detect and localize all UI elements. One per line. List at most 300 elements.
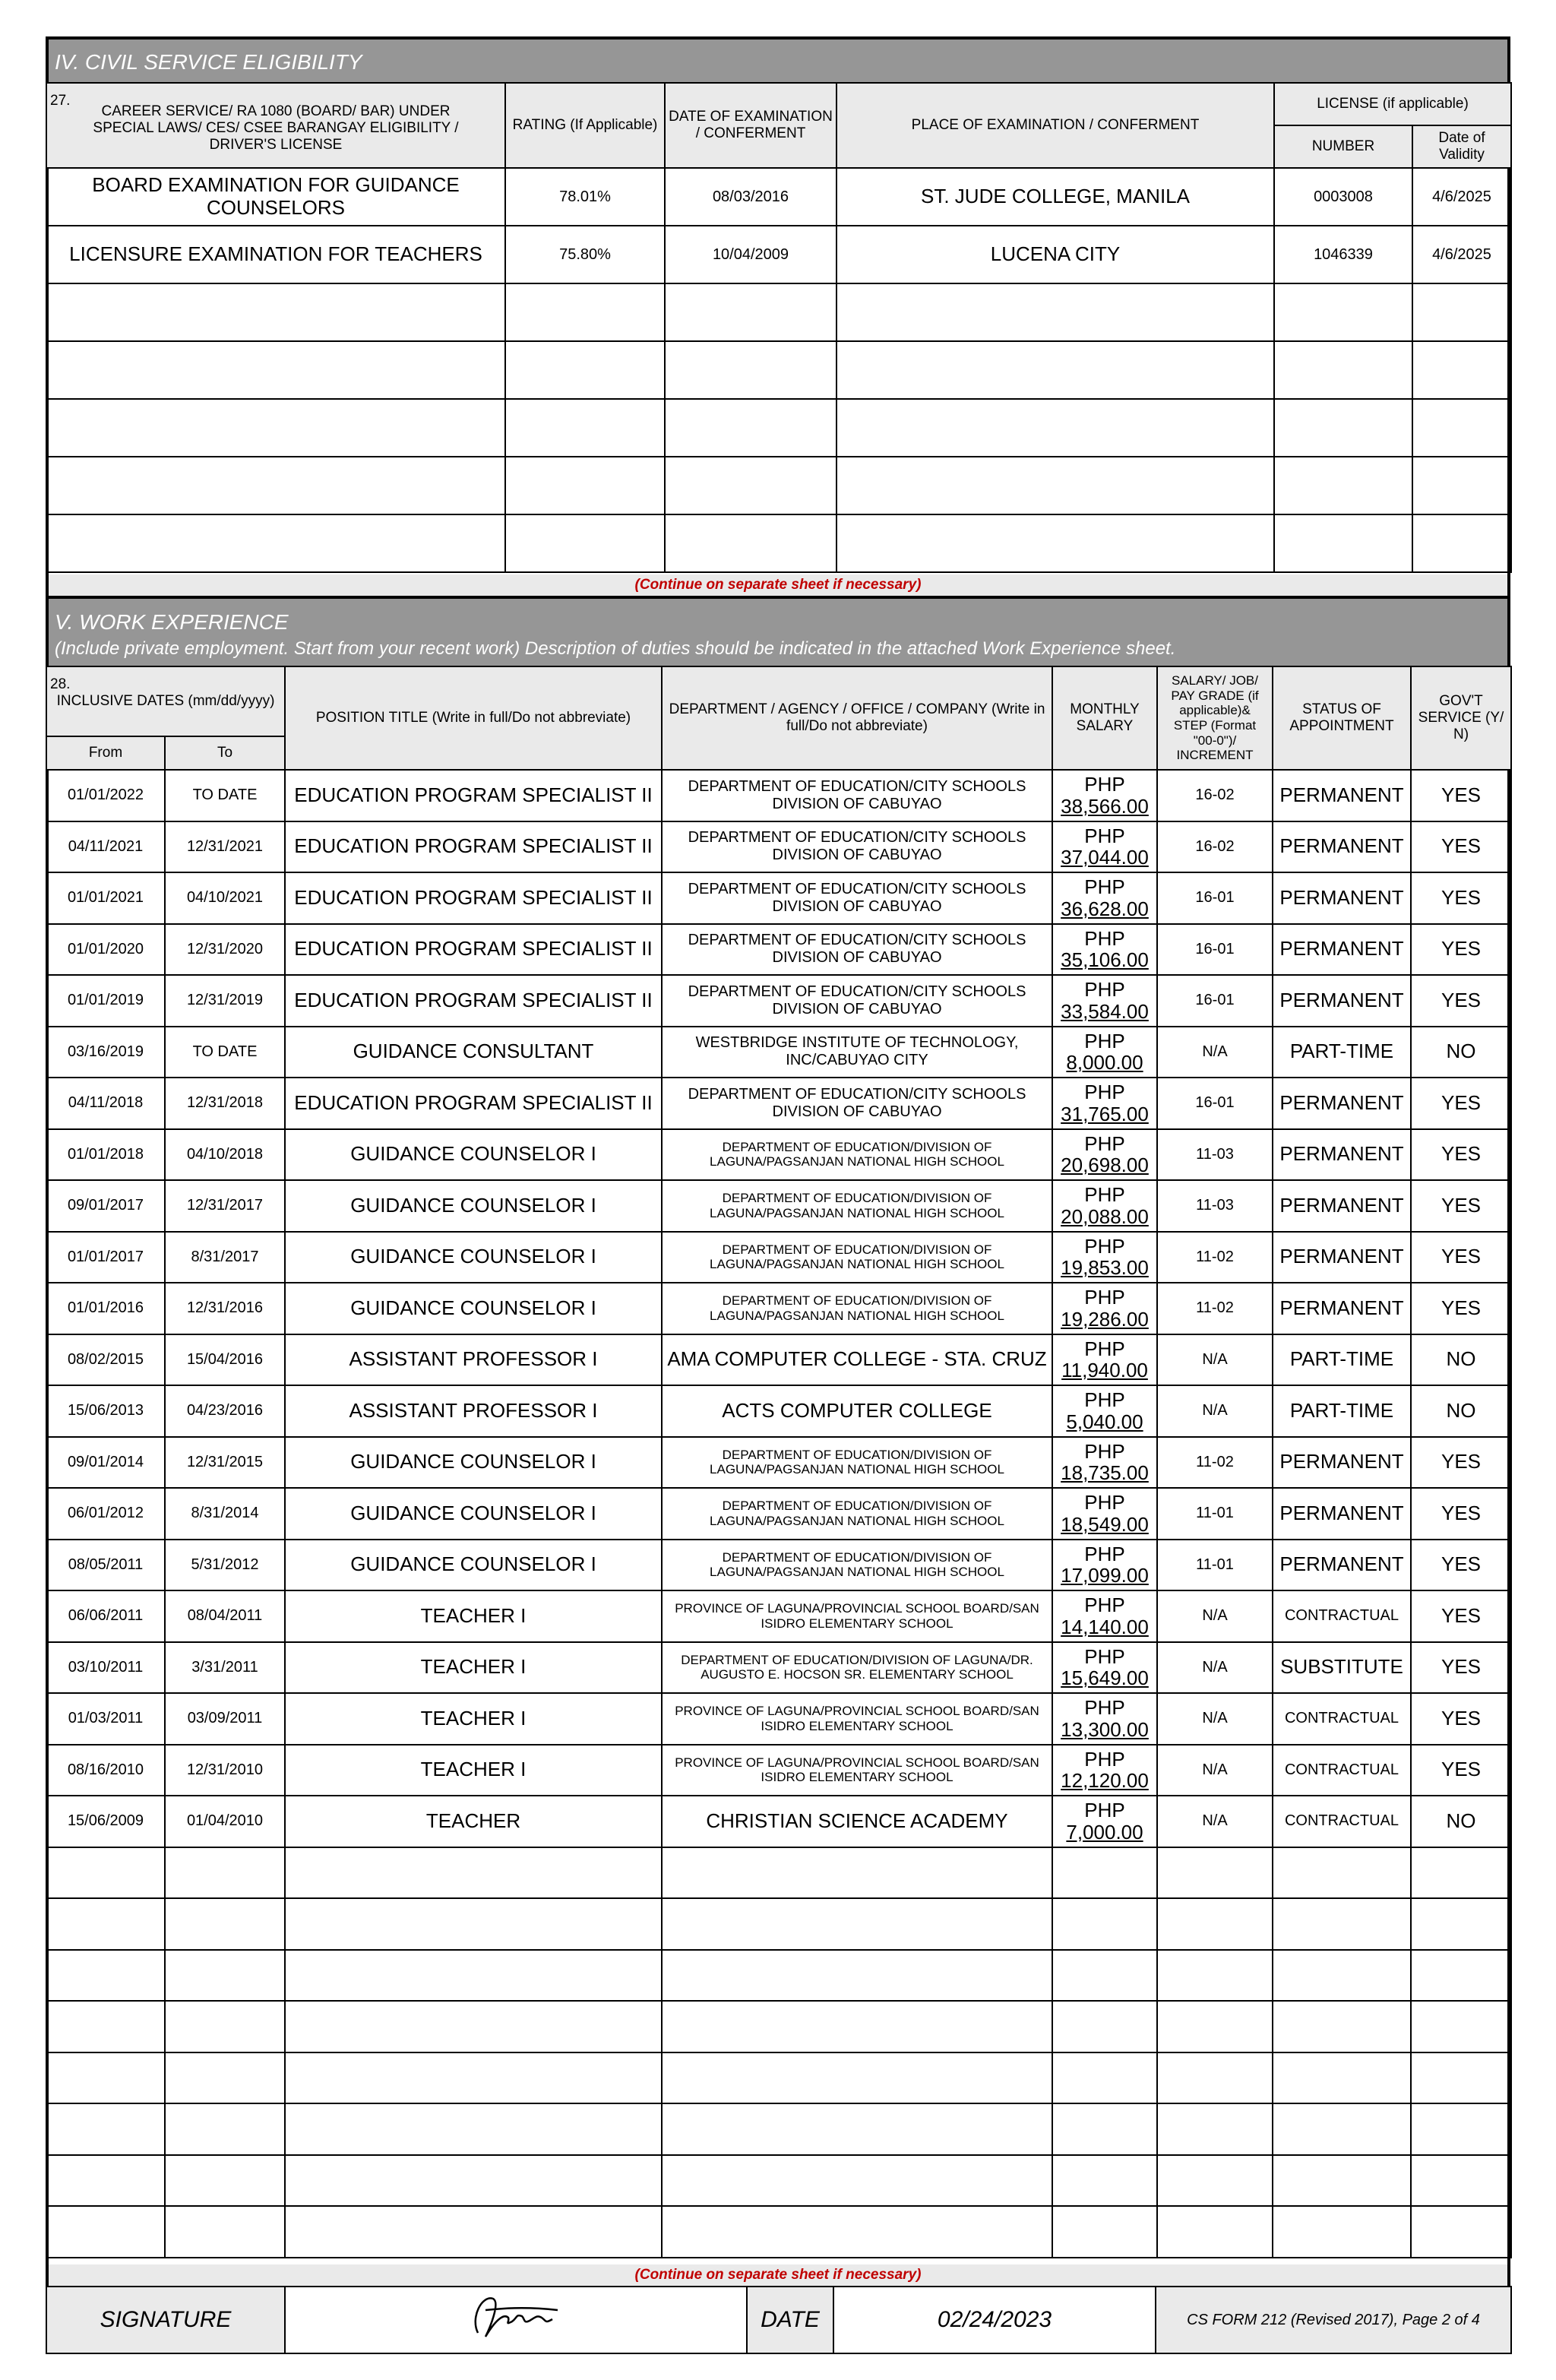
- work-grade: N/A: [1157, 1693, 1273, 1745]
- work-govt: YES: [1411, 1540, 1511, 1591]
- work-row: [46, 770, 1511, 821]
- work-row: [46, 1642, 1511, 1694]
- work-from: [46, 1950, 165, 2002]
- eligibility-place: [837, 399, 1274, 457]
- work-salary: [1052, 1847, 1157, 1899]
- work-row: [46, 1283, 1511, 1334]
- eligibility-rating: 75.80%: [505, 226, 665, 283]
- salary-currency: PHP: [1084, 1131, 1125, 1155]
- salary-amount: 19,286.00: [1061, 1307, 1149, 1331]
- work-govt: YES: [1411, 1745, 1511, 1796]
- work-status: CONTRACTUAL: [1273, 1796, 1411, 1847]
- eligibility-date: 08/03/2016: [665, 168, 837, 226]
- work-status: [1273, 2206, 1411, 2258]
- date-label: DATE: [747, 2287, 833, 2353]
- work-grade: N/A: [1157, 1796, 1273, 1847]
- work-salary: [1052, 975, 1157, 1027]
- work-position: TEACHER I: [285, 1745, 662, 1796]
- work-govt: NO: [1411, 1334, 1511, 1386]
- work-experience-continue-note: (Continue on separate sheet if necessary): [46, 2264, 1510, 2286]
- signature-field[interactable]: [285, 2287, 747, 2353]
- header-license-number: NUMBER: [1274, 125, 1412, 168]
- work-department: PROVINCE OF LAGUNA/PROVINCIAL SCHOOL BOARD/SAN ISIDRO ELEMENTARY SCHOOL: [662, 1590, 1052, 1642]
- work-from: [46, 1898, 165, 1950]
- eligibility-row: [46, 457, 1511, 514]
- work-row: [46, 1693, 1511, 1745]
- work-grade: 16-01: [1157, 872, 1273, 924]
- work-to: [165, 1898, 285, 1950]
- footer-table: [46, 2286, 1512, 2354]
- work-status: PART-TIME: [1273, 1385, 1411, 1437]
- work-position: [285, 2001, 662, 2052]
- work-position: [285, 1847, 662, 1899]
- salary-amount: 20,088.00: [1061, 1204, 1149, 1228]
- eligibility-validity: [1412, 457, 1511, 514]
- salary-amount: 5,040.00: [1066, 1410, 1143, 1433]
- eligibility-career: [46, 399, 505, 457]
- work-to: 04/10/2018: [165, 1129, 285, 1181]
- work-to: 03/09/2011: [165, 1693, 285, 1745]
- work-row: [46, 821, 1511, 873]
- work-salary: [1052, 2206, 1157, 2258]
- work-to: 12/31/2019: [165, 975, 285, 1027]
- eligibility-number: 0003008: [1274, 168, 1412, 226]
- work-govt: [1411, 1847, 1511, 1899]
- eligibility-career: [46, 457, 505, 514]
- work-salary: [1052, 1437, 1157, 1489]
- salary-amount: 36,628.00: [1061, 897, 1149, 920]
- work-from: 01/01/2020: [46, 924, 165, 976]
- work-department: DEPARTMENT OF EDUCATION/CITY SCHOOLS DIVISION OF CABUYAO: [662, 770, 1052, 821]
- salary-currency: PHP: [1084, 1183, 1125, 1207]
- work-row: [46, 1437, 1511, 1489]
- work-department: [662, 1898, 1052, 1950]
- salary-amount: 12,120.00: [1061, 1769, 1149, 1793]
- work-department: DEPARTMENT OF EDUCATION/CITY SCHOOLS DIVISION OF CABUYAO: [662, 975, 1052, 1027]
- work-from: 15/06/2009: [46, 1796, 165, 1847]
- work-to: 3/31/2011: [165, 1642, 285, 1694]
- salary-amount: 38,566.00: [1061, 794, 1149, 818]
- work-position: GUIDANCE CONSULTANT: [285, 1027, 662, 1078]
- work-row: [46, 1590, 1511, 1642]
- work-to: [165, 2052, 285, 2104]
- work-salary: [1052, 1232, 1157, 1283]
- work-salary: [1052, 1590, 1157, 1642]
- work-status: PERMANENT: [1273, 1078, 1411, 1129]
- salary-currency: PHP: [1084, 1081, 1125, 1104]
- work-govt: [1411, 2052, 1511, 2104]
- salary-currency: PHP: [1084, 1439, 1125, 1463]
- work-position: GUIDANCE COUNSELOR I: [285, 1283, 662, 1334]
- work-salary: [1052, 872, 1157, 924]
- work-from: 04/11/2021: [46, 821, 165, 873]
- salary-currency: PHP: [1084, 1594, 1125, 1617]
- work-position: TEACHER: [285, 1796, 662, 1847]
- work-position: GUIDANCE COUNSELOR I: [285, 1129, 662, 1181]
- work-status: PERMANENT: [1273, 975, 1411, 1027]
- salary-currency: PHP: [1084, 1799, 1125, 1822]
- work-row: [46, 1232, 1511, 1283]
- work-status: CONTRACTUAL: [1273, 1745, 1411, 1796]
- work-salary: [1052, 1385, 1157, 1437]
- work-position: [285, 1950, 662, 2002]
- item-number: 28.: [50, 676, 71, 692]
- eligibility-validity: [1412, 399, 1511, 457]
- work-grade: N/A: [1157, 1642, 1273, 1694]
- salary-amount: 11,940.00: [1061, 1359, 1148, 1382]
- work-grade: [1157, 2052, 1273, 2104]
- work-salary: [1052, 1642, 1157, 1694]
- work-salary: [1052, 821, 1157, 873]
- work-govt: YES: [1411, 1129, 1511, 1181]
- eligibility-place: [837, 283, 1274, 341]
- eligibility-rating: [505, 399, 665, 457]
- eligibility-career: BOARD EXAMINATION FOR GUIDANCE COUNSELORS: [46, 168, 505, 226]
- work-row: [46, 924, 1511, 976]
- work-row: [46, 1950, 1511, 2002]
- work-from: [46, 1847, 165, 1899]
- header-position: POSITION TITLE (Write in full/Do not abbreviate): [285, 666, 662, 770]
- work-position: [285, 2206, 662, 2258]
- work-to: 12/31/2021: [165, 821, 285, 873]
- eligibility-number: [1274, 457, 1412, 514]
- work-salary: [1052, 1796, 1157, 1847]
- work-experience-title-text: V. WORK EXPERIENCE: [55, 610, 289, 634]
- work-salary: [1052, 924, 1157, 976]
- work-department: PROVINCE OF LAGUNA/PROVINCIAL SCHOOL BOARD/SAN ISIDRO ELEMENTARY SCHOOL: [662, 1693, 1052, 1745]
- work-grade: 16-02: [1157, 821, 1273, 873]
- work-to: 12/31/2018: [165, 1078, 285, 1129]
- section-work-experience-title: [46, 596, 1510, 666]
- work-row: [46, 1334, 1511, 1386]
- work-to: 08/04/2011: [165, 1590, 285, 1642]
- work-govt: YES: [1411, 1693, 1511, 1745]
- salary-currency: PHP: [1084, 978, 1125, 1002]
- salary-currency: PHP: [1084, 926, 1125, 950]
- work-row: [46, 2103, 1511, 2155]
- work-row: [46, 1385, 1511, 1437]
- work-row: [46, 1898, 1511, 1950]
- work-salary: [1052, 2103, 1157, 2155]
- work-experience-table: [46, 666, 1512, 2258]
- work-row: [46, 2052, 1511, 2104]
- salary-currency: PHP: [1084, 773, 1125, 796]
- salary-currency: PHP: [1084, 1542, 1125, 1565]
- eligibility-number: [1274, 399, 1412, 457]
- work-govt: [1411, 1950, 1511, 2002]
- work-grade: 11-02: [1157, 1232, 1273, 1283]
- work-grade: 11-01: [1157, 1488, 1273, 1540]
- work-row: [46, 1745, 1511, 1796]
- eligibility-row: [46, 283, 1511, 341]
- work-to: [165, 2001, 285, 2052]
- work-salary: [1052, 1129, 1157, 1181]
- eligibility-place: [837, 514, 1274, 572]
- work-to: [165, 2206, 285, 2258]
- work-salary: [1052, 1027, 1157, 1078]
- work-position: EDUCATION PROGRAM SPECIALIST II: [285, 821, 662, 873]
- work-department: ACTS COMPUTER COLLEGE: [662, 1385, 1052, 1437]
- signature-label: SIGNATURE: [46, 2287, 285, 2353]
- work-salary: [1052, 2052, 1157, 2104]
- header-license: LICENSE (if applicable): [1274, 83, 1511, 125]
- work-status: [1273, 2001, 1411, 2052]
- work-salary: [1052, 1540, 1157, 1591]
- work-status: PERMANENT: [1273, 1232, 1411, 1283]
- work-status: PERMANENT: [1273, 924, 1411, 976]
- header-rating: RATING (If Applicable): [505, 83, 665, 168]
- work-position: EDUCATION PROGRAM SPECIALIST II: [285, 924, 662, 976]
- work-department: [662, 2052, 1052, 2104]
- work-grade: [1157, 1950, 1273, 2002]
- work-department: [662, 2103, 1052, 2155]
- work-grade: [1157, 2155, 1273, 2207]
- work-row: [46, 872, 1511, 924]
- work-department: PROVINCE OF LAGUNA/PROVINCIAL SCHOOL BOARD/SAN ISIDRO ELEMENTARY SCHOOL: [662, 1745, 1052, 1796]
- work-status: [1273, 1898, 1411, 1950]
- work-position: EDUCATION PROGRAM SPECIALIST II: [285, 872, 662, 924]
- work-grade: [1157, 2001, 1273, 2052]
- eligibility-row: [46, 341, 1511, 399]
- work-row: [46, 1027, 1511, 1078]
- work-department: AMA COMPUTER COLLEGE - STA. CRUZ: [662, 1334, 1052, 1386]
- date-value[interactable]: 02/24/2023: [833, 2287, 1156, 2353]
- work-from: 09/01/2014: [46, 1437, 165, 1489]
- work-position: GUIDANCE COUNSELOR I: [285, 1437, 662, 1489]
- work-grade: [1157, 2103, 1273, 2155]
- work-from: 09/01/2017: [46, 1180, 165, 1232]
- work-department: WESTBRIDGE INSTITUTE OF TECHNOLOGY, INC/CABUYAO CITY: [662, 1027, 1052, 1078]
- work-status: PERMANENT: [1273, 770, 1411, 821]
- work-position: TEACHER I: [285, 1590, 662, 1642]
- header-to: To: [165, 736, 285, 770]
- header-inclusive-dates: [46, 666, 285, 736]
- work-from: 08/16/2010: [46, 1745, 165, 1796]
- work-grade: 11-03: [1157, 1129, 1273, 1181]
- header-career-text: CAREER SERVICE/ RA 1080 (BOARD/ BAR) UNDER SPECIAL LAWS/ CES/ CSEE BARANGAY ELIGIBILITY / DRIVER'S LICENSE: [93, 103, 459, 153]
- work-govt: YES: [1411, 1078, 1511, 1129]
- work-to: [165, 2155, 285, 2207]
- salary-amount: 19,853.00: [1061, 1256, 1149, 1280]
- header-place: PLACE OF EXAMINATION / CONFERMENT: [837, 83, 1274, 168]
- work-department: DEPARTMENT OF EDUCATION/CITY SCHOOLS DIVISION OF CABUYAO: [662, 872, 1052, 924]
- work-status: CONTRACTUAL: [1273, 1590, 1411, 1642]
- eligibility-date: 10/04/2009: [665, 226, 837, 283]
- work-grade: N/A: [1157, 1385, 1273, 1437]
- work-status: SUBSTITUTE: [1273, 1642, 1411, 1694]
- work-from: 01/01/2021: [46, 872, 165, 924]
- work-to: 12/31/2020: [165, 924, 285, 976]
- work-salary: [1052, 1693, 1157, 1745]
- signature-image: [463, 2287, 569, 2348]
- work-status: PERMANENT: [1273, 1129, 1411, 1181]
- work-position: [285, 2155, 662, 2207]
- work-department: DEPARTMENT OF EDUCATION/DIVISION OF LAGUNA/PAGSANJAN NATIONAL HIGH SCHOOL: [662, 1283, 1052, 1334]
- work-salary: [1052, 1078, 1157, 1129]
- header-career: [46, 83, 505, 168]
- eligibility-date: [665, 341, 837, 399]
- salary-currency: PHP: [1084, 1337, 1125, 1360]
- work-govt: YES: [1411, 924, 1511, 976]
- work-status: [1273, 2155, 1411, 2207]
- work-to: 04/10/2021: [165, 872, 285, 924]
- work-govt: NO: [1411, 1027, 1511, 1078]
- civil-service-table: [46, 82, 1512, 573]
- eligibility-place: [837, 457, 1274, 514]
- work-to: 8/31/2014: [165, 1488, 285, 1540]
- eligibility-date: [665, 399, 837, 457]
- salary-amount: 33,584.00: [1061, 999, 1149, 1023]
- work-grade: 16-01: [1157, 1078, 1273, 1129]
- work-govt: YES: [1411, 1180, 1511, 1232]
- salary-amount: 15,649.00: [1061, 1666, 1149, 1690]
- work-govt: YES: [1411, 872, 1511, 924]
- salary-amount: 35,106.00: [1061, 948, 1149, 972]
- work-grade: N/A: [1157, 1745, 1273, 1796]
- work-to: 8/31/2017: [165, 1232, 285, 1283]
- work-grade: N/A: [1157, 1027, 1273, 1078]
- work-govt: YES: [1411, 1590, 1511, 1642]
- eligibility-validity: 4/6/2025: [1412, 168, 1511, 226]
- work-position: GUIDANCE COUNSELOR I: [285, 1540, 662, 1591]
- work-status: PART-TIME: [1273, 1334, 1411, 1386]
- work-grade: 11-01: [1157, 1540, 1273, 1591]
- work-department: [662, 2206, 1052, 2258]
- work-position: [285, 1898, 662, 1950]
- work-department: [662, 2155, 1052, 2207]
- work-from: 15/06/2013: [46, 1385, 165, 1437]
- eligibility-number: [1274, 283, 1412, 341]
- work-from: 08/02/2015: [46, 1334, 165, 1386]
- eligibility-place: ST. JUDE COLLEGE, MANILA: [837, 168, 1274, 226]
- work-govt: YES: [1411, 821, 1511, 873]
- salary-currency: PHP: [1084, 1234, 1125, 1258]
- work-from: [46, 2103, 165, 2155]
- work-from: 08/05/2011: [46, 1540, 165, 1591]
- eligibility-row: [46, 399, 1511, 457]
- salary-currency: PHP: [1084, 1029, 1125, 1052]
- header-govt-service: GOV'T SERVICE (Y/ N): [1411, 666, 1511, 770]
- eligibility-validity: 4/6/2025: [1412, 226, 1511, 283]
- work-from: 06/06/2011: [46, 1590, 165, 1642]
- work-row: [46, 2206, 1511, 2258]
- work-status: PERMANENT: [1273, 1283, 1411, 1334]
- work-govt: [1411, 1898, 1511, 1950]
- work-to: [165, 1847, 285, 1899]
- work-from: 01/01/2018: [46, 1129, 165, 1181]
- work-to: 12/31/2016: [165, 1283, 285, 1334]
- work-to: 5/31/2012: [165, 1540, 285, 1591]
- work-row: [46, 1180, 1511, 1232]
- work-from: [46, 2052, 165, 2104]
- work-status: [1273, 1950, 1411, 2002]
- work-status: [1273, 1847, 1411, 1899]
- work-department: DEPARTMENT OF EDUCATION/CITY SCHOOLS DIVISION OF CABUYAO: [662, 821, 1052, 873]
- work-govt: YES: [1411, 1437, 1511, 1489]
- work-position: TEACHER I: [285, 1642, 662, 1694]
- work-from: [46, 2206, 165, 2258]
- work-to: 12/31/2017: [165, 1180, 285, 1232]
- salary-currency: PHP: [1084, 1286, 1125, 1309]
- salary-currency: PHP: [1084, 824, 1125, 847]
- header-exam-date: DATE OF EXAMINATION / CONFERMENT: [665, 83, 837, 168]
- eligibility-number: 1046339: [1274, 226, 1412, 283]
- work-status: PERMANENT: [1273, 1437, 1411, 1489]
- work-from: 06/01/2012: [46, 1488, 165, 1540]
- work-grade: 16-02: [1157, 770, 1273, 821]
- eligibility-rating: [505, 283, 665, 341]
- eligibility-rating: [505, 514, 665, 572]
- salary-currency: PHP: [1084, 875, 1125, 899]
- work-salary: [1052, 1334, 1157, 1386]
- form-id: CS FORM 212 (Revised 2017), Page 2 of 4: [1156, 2287, 1511, 2353]
- work-to: [165, 2103, 285, 2155]
- work-department: DEPARTMENT OF EDUCATION/CITY SCHOOLS DIVISION OF CABUYAO: [662, 924, 1052, 976]
- work-department: [662, 1950, 1052, 2002]
- eligibility-rating: 78.01%: [505, 168, 665, 226]
- work-govt: NO: [1411, 1385, 1511, 1437]
- work-govt: [1411, 2001, 1511, 2052]
- work-grade: [1157, 1898, 1273, 1950]
- work-to: 12/31/2015: [165, 1437, 285, 1489]
- work-to: 12/31/2010: [165, 1745, 285, 1796]
- work-row: [46, 1129, 1511, 1181]
- work-grade: 16-01: [1157, 924, 1273, 976]
- salary-amount: 37,044.00: [1061, 846, 1149, 869]
- work-department: DEPARTMENT OF EDUCATION/DIVISION OF LAGUNA/PAGSANJAN NATIONAL HIGH SCHOOL: [662, 1488, 1052, 1540]
- work-to: 04/23/2016: [165, 1385, 285, 1437]
- work-grade: 16-01: [1157, 975, 1273, 1027]
- work-to: TO DATE: [165, 770, 285, 821]
- section-civil-service-title: IV. CIVIL SERVICE ELIGIBILITY: [46, 36, 1510, 82]
- work-row: [46, 1488, 1511, 1540]
- work-position: EDUCATION PROGRAM SPECIALIST II: [285, 1078, 662, 1129]
- eligibility-number: [1274, 341, 1412, 399]
- eligibility-date: [665, 457, 837, 514]
- work-department: CHRISTIAN SCIENCE ACADEMY: [662, 1796, 1052, 1847]
- salary-amount: 8,000.00: [1066, 1051, 1143, 1074]
- work-salary: [1052, 1950, 1157, 2002]
- work-status: PART-TIME: [1273, 1027, 1411, 1078]
- work-from: 03/10/2011: [46, 1642, 165, 1694]
- work-row: [46, 2155, 1511, 2207]
- work-status: PERMANENT: [1273, 872, 1411, 924]
- work-from: 03/16/2019: [46, 1027, 165, 1078]
- work-position: [285, 2052, 662, 2104]
- work-from: 01/01/2019: [46, 975, 165, 1027]
- work-to: 01/04/2010: [165, 1796, 285, 1847]
- civil-service-continue-note: (Continue on separate sheet if necessary): [46, 574, 1510, 596]
- work-govt: YES: [1411, 1232, 1511, 1283]
- work-row: [46, 2001, 1511, 2052]
- work-to: [165, 1950, 285, 2002]
- work-salary: [1052, 1180, 1157, 1232]
- work-position: GUIDANCE COUNSELOR I: [285, 1180, 662, 1232]
- header-license-validity: Date of Validity: [1412, 125, 1511, 168]
- work-position: GUIDANCE COUNSELOR I: [285, 1232, 662, 1283]
- work-department: DEPARTMENT OF EDUCATION/DIVISION OF LAGUNA/DR. AUGUSTO E. HOCSON SR. ELEMENTARY SCHOOL: [662, 1642, 1052, 1694]
- work-position: ASSISTANT PROFESSOR I: [285, 1334, 662, 1386]
- eligibility-validity: [1412, 341, 1511, 399]
- salary-amount: 13,300.00: [1061, 1717, 1149, 1741]
- salary-currency: PHP: [1084, 1747, 1125, 1771]
- work-grade: 11-03: [1157, 1180, 1273, 1232]
- work-to: 15/04/2016: [165, 1334, 285, 1386]
- salary-currency: PHP: [1084, 1388, 1125, 1412]
- work-salary: [1052, 2001, 1157, 2052]
- header-inclusive-dates-text: INCLUSIVE DATES (mm/dd/yyyy): [56, 693, 275, 710]
- salary-amount: 17,099.00: [1061, 1564, 1149, 1587]
